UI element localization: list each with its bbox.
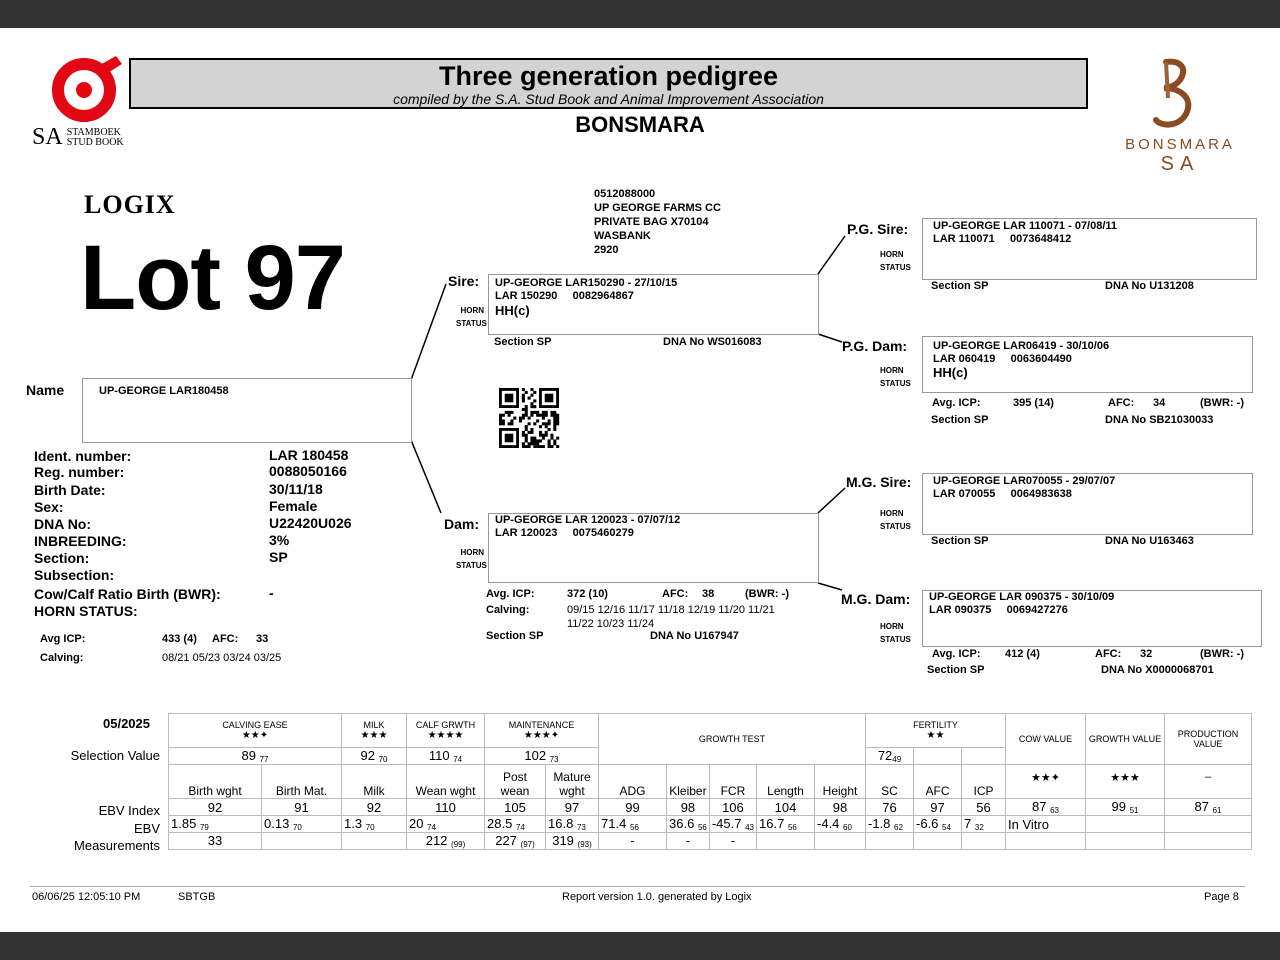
sire-section: Section SP — [494, 336, 552, 348]
cell-acc: 49 — [892, 755, 902, 764]
ebv-index-row — [169, 799, 1252, 816]
cell-value: 20 — [409, 816, 424, 831]
cell-value: - — [730, 833, 736, 848]
info-label: Cow/Calf Ratio Birth (BWR): — [34, 586, 221, 602]
measurement-cell — [485, 833, 546, 850]
ebv-cell — [757, 816, 815, 833]
info-label: Birth Date: — [34, 482, 106, 498]
cell-acc: 62 — [894, 823, 903, 832]
stars-icon: ★★★ — [360, 730, 388, 741]
ebv-index-cell: 105 — [485, 799, 546, 816]
group-label: MILK — [363, 720, 385, 730]
mg-sire-horn-status-label — [880, 507, 911, 533]
selection-maintenance — [485, 748, 599, 765]
ebv-index-cell: 98 — [667, 799, 710, 816]
animal-calving-label: Calving: — [40, 652, 84, 664]
mg-dam-horn-status-label — [880, 620, 911, 646]
sire-horn: HH(c) — [495, 303, 530, 318]
owner-address-line2: WASBANK — [594, 230, 651, 242]
cell-acc: 61 — [1212, 806, 1222, 815]
cell-acc: 74 — [515, 823, 525, 832]
cell-acc: 70 — [378, 755, 388, 764]
ebv-note: In Vitro — [1006, 816, 1086, 833]
selection-fertility — [866, 748, 914, 765]
ebv-cell — [546, 816, 599, 833]
ebv-index-cell: 98 — [815, 799, 866, 816]
cell-value: 1.3 — [344, 816, 363, 831]
status-text: STATUS — [880, 522, 911, 531]
ebv-index-cell: 99 — [599, 799, 667, 816]
ebv-index-cell: 92 — [342, 799, 407, 816]
value-index-cell — [1165, 799, 1252, 816]
ebv-row — [169, 816, 1252, 833]
measurement-cell — [757, 833, 815, 850]
stud-book-text: STUD BOOK — [66, 137, 124, 148]
horn-text: HORN — [880, 509, 904, 518]
info-label: Ident. number: — [34, 448, 132, 464]
cell-value: 92 — [360, 748, 375, 763]
ebv-index-cell: 97 — [546, 799, 599, 816]
mg-dam-section: Section SP — [927, 664, 985, 676]
footer-timestamp: 06/06/25 12:05:10 PM — [32, 891, 141, 903]
pg-dam-afc-value: 34 — [1153, 397, 1166, 409]
row-label-measurements: Measurements — [74, 838, 160, 853]
pg-dam-section: Section SP — [931, 414, 989, 426]
cell-value: 319 — [552, 833, 574, 848]
cell-value: -6.6 — [916, 816, 939, 831]
mg-dam-afc-label: AFC: — [1095, 648, 1122, 660]
dam-section: Section SP — [486, 630, 544, 642]
info-label: HORN STATUS: — [34, 603, 138, 619]
group-cow-value: COW VALUE — [1006, 714, 1086, 765]
page-title: Three generation pedigree — [438, 61, 779, 91]
measurement-empty — [1086, 833, 1165, 850]
group-growth-value: GROWTH VALUE — [1086, 714, 1165, 765]
pg-dam-horn-status-label — [880, 364, 911, 390]
ebv-index-cell: 106 — [709, 799, 756, 816]
pg-sire-label: P.G. Sire: — [847, 221, 909, 237]
group-label: MAINTENANCE — [508, 720, 575, 730]
group-growth-test: GROWTH TEST — [599, 714, 866, 765]
selection-calving — [169, 748, 342, 765]
pg-sire-section: Section SP — [931, 280, 989, 292]
ebv-date: 05/2025 — [103, 716, 150, 731]
cell-value: 212 — [425, 833, 448, 848]
mg-dam-ident: LAR 090375 0069427276 — [929, 604, 1068, 616]
cell-acc: 74 — [427, 823, 436, 832]
group-label: FERTILITY — [913, 720, 958, 730]
column-header-row — [169, 765, 1252, 799]
group-production-value: PRODUCTION VALUE — [1165, 714, 1252, 765]
mg-sire-section: Section SP — [931, 535, 989, 547]
pg-dam-dna: DNA No SB21030033 — [1105, 414, 1214, 426]
mg-dam-afc-value: 32 — [1140, 648, 1153, 660]
cell-acc: 56 — [697, 823, 707, 832]
group-label: CALVING EASE — [222, 720, 288, 730]
status-text: STATUS — [880, 263, 911, 272]
cell-value: 33 — [207, 833, 223, 848]
pg-sire-name: UP-GEORGE LAR 110071 - 07/08/11 — [933, 220, 1118, 232]
column-header: ADG — [599, 765, 667, 799]
info-value: U22420U026 — [269, 515, 352, 531]
measurement-cell — [342, 833, 407, 850]
cell-value: 16.8 — [548, 816, 574, 831]
info-value: 30/11/18 — [269, 481, 323, 497]
measurement-cell — [262, 833, 342, 850]
column-header: FCR — [709, 765, 756, 799]
ebv-cell — [169, 816, 262, 833]
ebv-cell — [599, 816, 667, 833]
info-label: Subsection: — [34, 567, 115, 583]
pg-dam-bwr: (BWR: -) — [1200, 397, 1244, 409]
footer-code: SBTGB — [178, 891, 216, 903]
ebv-index-cell: 76 — [866, 799, 914, 816]
group-header-row — [169, 714, 1252, 748]
pg-dam-label: P.G. Dam: — [842, 338, 908, 354]
cell-acc: 73 — [549, 755, 559, 764]
cell-acc: 54 — [942, 823, 951, 832]
measurement-cell — [914, 833, 962, 850]
ebv-cell — [667, 816, 710, 833]
ebv-empty — [1086, 816, 1165, 833]
cell-value: 36.6 — [669, 816, 695, 831]
info-value: - — [269, 585, 274, 601]
animal-icp-value: 433 (4) — [162, 633, 197, 645]
dam-ident: LAR 120023 0075460279 — [495, 527, 634, 539]
horn-text: HORN — [460, 548, 484, 557]
mg-sire-ident: LAR 070055 0064983638 — [933, 488, 1072, 500]
cell-acc: 73 — [576, 823, 586, 832]
dam-label: Dam: — [444, 516, 480, 532]
measurement-cell — [866, 833, 914, 850]
mg-sire-label: M.G. Sire: — [846, 474, 912, 490]
animal-calving-dates: 08/21 05/23 03/24 03/25 — [162, 652, 282, 664]
cell-value: 89 — [241, 748, 256, 763]
info-value: 3% — [269, 532, 290, 548]
ebv-cell — [485, 816, 546, 833]
column-header: Wean wght — [407, 765, 485, 799]
cell-acc: 51 — [1129, 806, 1139, 815]
mg-dam-bwr: (BWR: -) — [1200, 648, 1244, 660]
page-subtitle: compiled by the S.A. Stud Book and Animal Improvement Association — [393, 91, 824, 107]
column-header: SC — [866, 765, 914, 799]
cell-value: 7 — [964, 816, 972, 831]
ebv-index-cell: 91 — [262, 799, 342, 816]
dam-icp-label: Avg. ICP: — [486, 588, 535, 600]
group-calving-ease — [169, 714, 342, 748]
owner-address-line1: PRIVATE BAG X70104 — [594, 216, 709, 228]
mg-dam-label: M.G. Dam: — [841, 591, 911, 607]
ebv-index-cell: 97 — [914, 799, 962, 816]
cell-value: 72 — [877, 748, 893, 763]
measurement-cell — [667, 833, 710, 850]
column-header: Kleiber — [667, 765, 710, 799]
footer-report: Report version 1.0. generated by Logix — [562, 891, 752, 903]
mg-dam-box — [922, 590, 1262, 647]
stars-icon: ★★★✦ — [523, 730, 560, 741]
horn-text: HORN — [880, 366, 904, 375]
cell-acc: 56 — [787, 823, 797, 832]
cell-acc: 74 — [453, 755, 463, 764]
production-value-stars: – — [1165, 765, 1252, 799]
owner-code: 0512088000 — [594, 188, 656, 200]
ebv-cell — [962, 816, 1006, 833]
status-text: STATUS — [456, 561, 487, 570]
cell-value: -1.8 — [868, 816, 891, 831]
info-value: LAR 180458 — [269, 447, 349, 463]
cell-value: 71.4 — [601, 816, 627, 831]
ebv-cell — [815, 816, 866, 833]
group-fertility — [866, 714, 1006, 748]
selection-empty — [914, 748, 962, 765]
row-label-ebv: EBV — [133, 821, 160, 836]
dam-box — [488, 513, 819, 583]
logix-logo: LOGIX — [84, 190, 176, 219]
lot-number: Lot 97 — [80, 227, 345, 329]
pg-dam-horn: HH(c) — [933, 365, 968, 380]
column-header: Milk — [342, 765, 407, 799]
cell-value: 87 — [1194, 799, 1209, 814]
group-milk — [342, 714, 407, 748]
pg-dam-name: UP-GEORGE LAR06419 - 30/10/06 — [933, 340, 1110, 352]
cell-acc: (99) — [451, 840, 466, 849]
cell-value: 1.85 — [171, 816, 197, 831]
pg-dam-icp-label: Avg. ICP: — [932, 397, 981, 409]
pg-dam-box — [922, 336, 1253, 393]
ebv-cell — [914, 816, 962, 833]
pg-dam-ident: LAR 060419 0063604490 — [933, 353, 1072, 365]
measurement-cell — [169, 833, 262, 850]
measurement-cell — [407, 833, 485, 850]
ebv-table — [168, 713, 1252, 850]
cell-acc: 79 — [199, 823, 209, 832]
ebv-cell — [866, 816, 914, 833]
footer-divider — [30, 886, 1245, 887]
cell-value: 0.13 — [264, 816, 290, 831]
dam-horn-status-label — [456, 546, 487, 572]
cell-value: - — [630, 833, 635, 848]
info-label: Sex: — [34, 499, 64, 515]
breed-name: BONSMARA — [575, 112, 705, 137]
measurement-cell — [599, 833, 667, 850]
pg-sire-horn-status-label — [880, 248, 911, 274]
measurement-cell — [709, 833, 756, 850]
column-header: Height — [815, 765, 866, 799]
cell-value: -4.4 — [817, 816, 840, 831]
measurements-row — [169, 833, 1252, 850]
cell-value: 227 — [495, 833, 517, 848]
cell-value: 28.5 — [487, 816, 513, 831]
ebv-index-cell: 92 — [169, 799, 262, 816]
value-index-cell — [1086, 799, 1165, 816]
pg-sire-box — [922, 218, 1257, 280]
sire-ident: LAR 150290 0082964867 — [495, 290, 634, 302]
footer-page: Page 8 — [1204, 891, 1239, 903]
row-label-selection: Selection Value — [70, 748, 160, 763]
mg-sire-name: UP-GEORGE LAR070055 - 29/07/07 — [933, 475, 1116, 487]
ebv-index-cell: 104 — [757, 799, 815, 816]
dam-calving-dates-2: 11/22 10/23 11/24 — [567, 618, 655, 630]
dam-dna: DNA No U167947 — [650, 630, 739, 642]
sire-horn-status-label — [456, 304, 487, 330]
column-header: Post wean — [485, 765, 546, 799]
cell-acc: 60 — [843, 823, 852, 832]
cell-value: 16.7 — [759, 816, 785, 831]
info-label: DNA No: — [34, 516, 92, 532]
animal-icp-label: Avg ICP: — [40, 633, 86, 645]
owner-name: UP GEORGE FARMS CC — [594, 202, 721, 214]
horn-text: HORN — [460, 306, 484, 315]
column-header: AFC — [914, 765, 962, 799]
cell-acc: 70 — [292, 823, 302, 832]
cell-acc: 63 — [1050, 806, 1060, 815]
ebv-cell — [262, 816, 342, 833]
sire-dna: DNA No WS016083 — [663, 336, 762, 348]
mg-sire-dna: DNA No U163463 — [1105, 535, 1194, 547]
dam-name: UP-GEORGE LAR 120023 - 07/07/12 — [495, 514, 681, 526]
info-label: Section: — [34, 550, 90, 566]
pg-dam-icp-value: 395 (14) — [1013, 397, 1054, 409]
animal-name-box — [82, 378, 412, 443]
dam-calving-dates: 09/15 12/16 11/17 11/18 12/19 11/20 11/21 — [567, 604, 775, 616]
cell-value: -45.7 — [711, 816, 742, 831]
animal-afc-label: AFC: — [212, 633, 239, 645]
cell-value: 102 — [524, 748, 547, 763]
cell-acc: 70 — [365, 823, 375, 832]
stamboek-text: STAMBOEK — [66, 127, 121, 138]
measurement-cell — [546, 833, 599, 850]
animal-afc-value: 33 — [256, 633, 269, 645]
status-text: STATUS — [880, 635, 911, 644]
column-header: Mature wght — [546, 765, 599, 799]
cell-value: - — [685, 833, 691, 848]
cell-value: 110 — [428, 748, 450, 763]
cell-acc: 32 — [974, 823, 984, 832]
bonsmara-text: BONSMARA — [1125, 136, 1235, 153]
status-text: STATUS — [880, 379, 911, 388]
name-label: Name — [26, 382, 65, 398]
mg-dam-dna: DNA No X0000068701 — [1101, 664, 1214, 676]
cell-acc: 43 — [745, 823, 755, 832]
pg-sire-dna: DNA No U131208 — [1105, 280, 1194, 292]
qr-code — [499, 388, 561, 453]
column-header: ICP — [962, 765, 1006, 799]
cell-acc: 56 — [629, 823, 639, 832]
ebv-cell — [407, 816, 485, 833]
ebv-index-cell: 56 — [962, 799, 1006, 816]
horn-text: HORN — [880, 250, 904, 259]
dam-afc-value: 38 — [702, 588, 715, 600]
mg-sire-box — [922, 473, 1253, 535]
column-header: Birth Mat. — [262, 765, 342, 799]
stars-icon: ★★★★ — [427, 730, 464, 741]
info-value: 0088050166 — [269, 463, 347, 479]
pg-sire-ident: LAR 110071 0073648412 — [933, 233, 1072, 245]
info-label: Reg. number: — [34, 464, 125, 480]
cow-value-stars: ★★✦ — [1006, 765, 1086, 799]
selection-wean — [407, 748, 485, 765]
ebv-index-cell: 110 — [407, 799, 485, 816]
cell-acc: 77 — [259, 755, 269, 764]
dam-calving-label: Calving: — [486, 604, 530, 616]
owner-postcode: 2920 — [594, 244, 619, 256]
sa-letters: SA — [32, 124, 63, 150]
cell-value: 99 — [1111, 799, 1126, 814]
stars-icon: ★★ — [926, 730, 945, 741]
animal-name: UP-GEORGE LAR180458 — [99, 385, 229, 397]
group-label: CALF GRWTH — [415, 720, 476, 730]
sire-name: UP-GEORGE LAR150290 - 27/10/15 — [495, 277, 678, 289]
ebv-empty — [1165, 816, 1252, 833]
group-calf-growth — [407, 714, 485, 748]
info-value: SP — [269, 549, 288, 565]
dam-icp-value: 372 (10) — [567, 588, 608, 600]
info-label: INBREEDING: — [34, 533, 127, 549]
group-maintenance — [485, 714, 599, 748]
measurement-empty — [1165, 833, 1252, 850]
horn-text: HORN — [880, 622, 904, 631]
dam-afc-label: AFC: — [662, 588, 689, 600]
cell-acc: (93) — [577, 840, 592, 849]
selection-empty — [962, 748, 1006, 765]
cell-acc: (97) — [520, 840, 535, 849]
bonsmara-sa-text: SA — [1160, 153, 1200, 175]
value-index-cell — [1006, 799, 1086, 816]
ebv-cell — [342, 816, 407, 833]
measurement-cell — [815, 833, 866, 850]
measurement-cell — [962, 833, 1006, 850]
measurement-empty — [1006, 833, 1086, 850]
column-header: Length — [757, 765, 815, 799]
info-value: Female — [269, 498, 318, 514]
sire-label: Sire: — [448, 273, 480, 289]
sire-box — [488, 274, 819, 335]
cell-value: 87 — [1032, 799, 1047, 814]
status-text: STATUS — [456, 319, 487, 328]
growth-value-stars: ★★★ — [1086, 765, 1165, 799]
selection-milk — [342, 748, 407, 765]
ebv-cell — [709, 816, 756, 833]
dam-bwr: (BWR: -) — [745, 588, 789, 600]
stars-icon: ★★✦ — [241, 730, 269, 741]
pg-dam-afc-label: AFC: — [1108, 397, 1135, 409]
mg-dam-name: UP-GEORGE LAR 090375 - 30/10/09 — [929, 591, 1115, 603]
row-label-ebv-index: EBV Index — [98, 803, 160, 818]
mg-dam-icp-label: Avg. ICP: — [932, 648, 981, 660]
column-header: Birth wght — [169, 765, 262, 799]
mg-dam-icp-value: 412 (4) — [1005, 648, 1040, 660]
